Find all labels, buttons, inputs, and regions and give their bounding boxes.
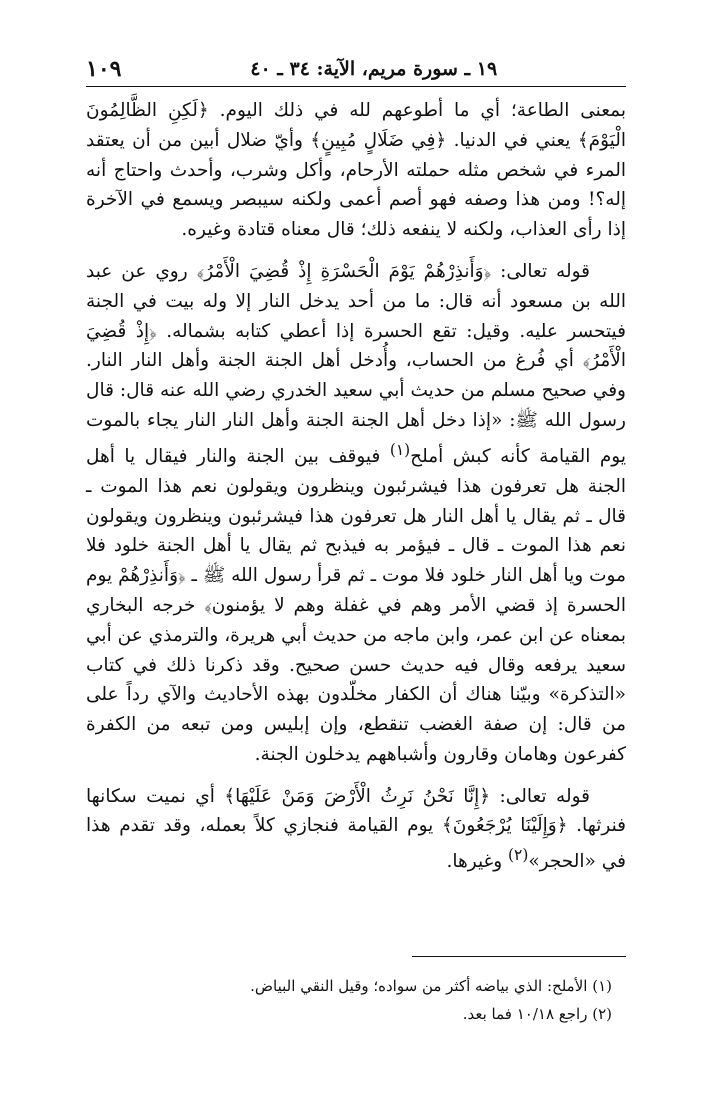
footnote-1	[86, 972, 626, 1000]
page-number: ١٠٩	[86, 56, 122, 82]
body-text	[86, 96, 626, 877]
footnote-2-mark: (٢)	[592, 1005, 612, 1023]
paragraph-2	[86, 257, 626, 770]
paragraph-3	[86, 782, 626, 878]
paragraph-1	[86, 96, 626, 245]
header-rule	[86, 86, 626, 87]
page-header	[86, 52, 626, 86]
paragraph-3-text-b: وغيرها.	[446, 851, 509, 873]
running-title: ١٩ ـ سورة مريم، الآية: ٣٤ ـ ٤٠	[250, 58, 498, 80]
footnote-ref-1: (١)	[389, 440, 411, 459]
paragraph-2-text-a: قوله تعالى: ﴿وَأَنذِرْهُمْ يَوْمَ الْحَسْرَةِ إِذْ قُضِيَ الْأَمْرُ﴾ روي عن عبد الله بن مسعود أنه قال: ما من أحد يدخل النار إلا وله بيت في الجنة فيتحسر عليه. وقيل: تقع الحسرة إذا أعطي كتابه بشماله. ﴿إِذْ قُضِيَ الْأَمْرُ﴾ أي فُرغ من الحساب، وأُدخل أهل الجنة الجنة وأهل النار النار. وفي صحيح مسلم من حديث أبي سعيد الخدري رضي الله عنه قال: قال رسول الله ﷺ: «إذا دخل أهل الجنة الجنة وأهل النار النار يجاء بالموت يوم القيامة كأنه كبش أملح	[86, 260, 627, 467]
footnote-1-text: الأملح: الذي بياضه أكثر من سواده؛ وقيل النقي البياض.	[250, 977, 588, 995]
paragraph-2-text-b: فيوقف بين الجنة والنار فيقال يا أهل الجنة هل تعرفون هذا فيشرئبون وينظرون ويقولون نعم هذا الموت ـ قال ـ ثم يقال يا أهل النار هل تعرفون هذا فيشرئبون وينظرون ويقولون نعم هذا الموت ـ قال ـ فيؤمر به فيذبح ثم يقال يا أهل الجنة خلود فلا موت ويا أهل النار خلود فلا موت ـ ثم قرأ رسول الله ﷺ ـ ﴿وَأَنذِرْهُمْ يوم الحسرة إذ قضي الأمر وهم في غفلة وهم لا يؤمنون﴾ خرجه البخاري بمعناه عن ابن عمر، وابن ماجه من حديث أبي هريرة، والترمذي عن أبي سعيد يرفعه وقال فيه حديث حسن صحيح. وقد ذكرنا ذلك في كتاب «التذكرة» وبيّنا هناك أن الكفار مخلّدون بهذه الأحاديث والآي رداً على من قال: إن صفة الغضب تنقطع، وإن إبليس ومن تبعه من الكفرة كفرعون وهامان وقارون وأشباههم يدخلون الجنة.	[86, 445, 626, 765]
footnote-1-mark: (١)	[592, 977, 612, 995]
footnote-ref-2: (٢)	[508, 846, 529, 865]
footnote-2	[86, 1000, 626, 1028]
footnote-2-text: راجع ١٠/١٨ فما بعد.	[462, 1005, 588, 1023]
paragraph-3-text-a: قوله تعالى: ﴿إِنَّا نَحْنُ نَرِثُ الْأَرْضَ وَمَنْ عَلَيْهَا﴾ أي نميت سكانها فنرثها. ﴿وَإِلَيْنَا يُرْجَعُونَ﴾ يوم القيامة فنجازي كلاً بعمله، وقد تقدم هذا في «الحجر»	[86, 785, 626, 873]
footnotes	[86, 972, 626, 1028]
paragraph-1-text: بمعنى الطاعة؛ أي ما أطوعهم لله في ذلك اليوم. ﴿لَكِنِ الظَّالِمُونَ الْيَوْمَ﴾ يعني في الدنيا. ﴿فِي ضَلَالٍ مُبِينٍ﴾ وأيّ ضلال أبين من أن يعتقد المرء في شخص مثله حملته الأرحام، وأكل وشرب، وأحدث واحتاج أنه إله؟! ومن هذا وصفه فهو أصم أعمى ولكنه سيبصر ويسمع في الآخرة إذا رأى العذاب، ولكنه لا ينفعه ذلك؛ قال معناه قتادة وغيره.	[86, 100, 626, 241]
footnote-rule	[412, 956, 626, 957]
